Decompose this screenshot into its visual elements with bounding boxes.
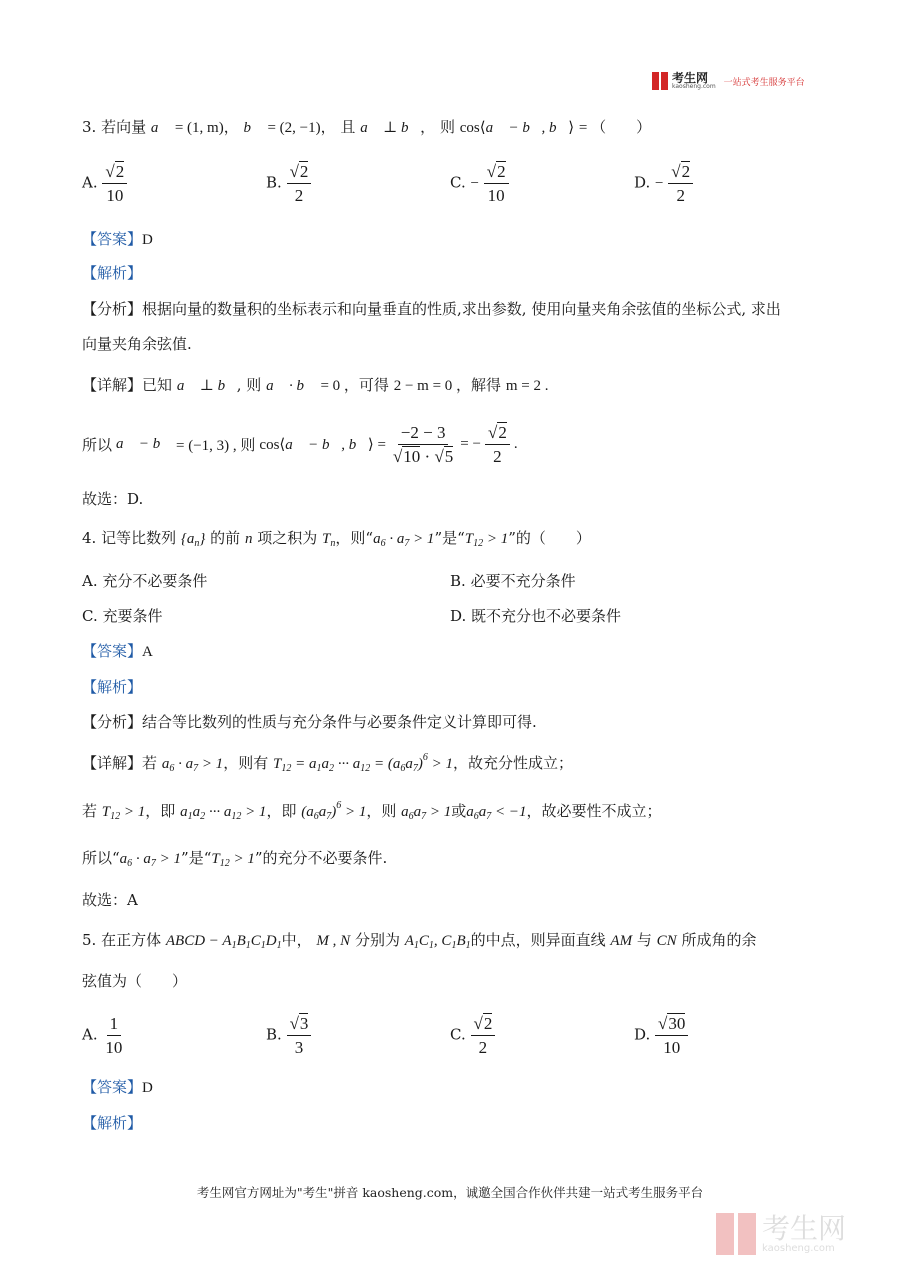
q5-option-d-fraction: $\frac{√30}{10}$ [655,1015,688,1056]
q4-option-d[interactable]: D. 既不充分也不必要条件 [450,607,622,625]
q5-option-b-fraction: $\frac{√3}{3}$ [287,1015,312,1056]
q5-analysis-tag: 【解析】 [82,1114,143,1132]
logo-url: kaosheng.com [672,83,716,90]
q3-result-fraction: $\frac{√2}{2}$ [485,424,510,465]
q5-option-a-fraction: $\frac{1}{10}$ [105,1014,123,1057]
q3-option-c-fraction: $\frac{√2}{10}$ [484,163,509,204]
watermark-logo-icon [716,1213,756,1255]
q4-choose: 故选：A [82,891,138,909]
q3-choose: 故选：D. [82,490,144,508]
q3-option-d[interactable]: D. − $\frac{√2}{2}$ [634,163,693,204]
q3-option-a[interactable]: A. $\frac{√2}{10}$ [82,163,127,204]
q3-answer: 【答案】D [82,230,153,248]
q5-answer: 【答案】D [82,1078,153,1096]
q4-analysis-tag: 【解析】 [82,678,143,696]
q3-option-b[interactable]: B. $\frac{√2}{2}$ [266,163,311,204]
logo-text [672,72,716,90]
logo-slogan: 一站式考生服务平台 [723,77,805,88]
q4-option-a[interactable]: A. 充分不必要条件 [82,572,208,590]
q3-option-c[interactable]: C. − $\frac{√2}{10}$ [450,163,509,204]
logo-name: 考生网 [672,71,709,85]
watermark-url: kaosheng.com [762,1242,835,1254]
header-logo [652,72,805,90]
q3-option-a-fraction: $\frac{√2}{10}$ [102,163,127,204]
q3-fenxi: 【分析】根据向量的数量积的坐标表示和向量垂直的性质,求出参数, 使用向量夹角余弦值的坐标公式, 求出 [82,300,781,318]
q3-option-d-fraction: $\frac{√2}{2}$ [668,163,693,204]
watermark [716,1213,846,1255]
q3-calc: 所以 a⃗ − b⃗ = (−1, 3) , 则 cos⟨a⃗ − b⃗, b⃗⟩ = $\frac{-2 - 3}{√10 \cdot √5}$ = − $\frac{√2}{2}$ . [82,423,518,466]
q3-option-b-fraction: $\frac{√2}{2}$ [287,163,312,204]
q4-stem: 4. 记等比数列 $\{a_n\}$ 的前 n 项之积为 $T_n$，则“$a_6 \cdot a_7 > 1$”是“$T_{12} > 1$”的（ ） [82,529,591,549]
q5-stem-cont: 弦值为（ ） [82,972,188,990]
q3-stem: 3. 若向量 a⃗ = (1, m)， b⃗ = (2, −1)， 且 a⃗ ⊥ b⃗， 则 cos⟨a⃗ − b⃗, b⃗⟩ = （ ） [82,118,652,136]
footer-text: 考生网官方网址为"考生"拼音 kaosheng.com，诚邀全国合作伙伴共建一站式考生服务平台 [196,1185,704,1200]
q5-option-c[interactable]: C. $\frac{√2}{2}$ [450,1015,495,1056]
logo-icon [652,72,668,90]
q5-stem: 5. 在正方体 ABCD − $A_1B_1C_1D_1$中， M , N 分别为 $A_1C_1$, $C_1B_1$的中点，则异面直线 AM 与 CN 所成角的余 [82,931,757,951]
q3-detail: 【详解】已知 a⃗ ⊥ b⃗, 则 a⃗ · b⃗ = 0 ，可得 2 − m = 0 ，解得 m = 2 . [82,376,549,394]
q3-number: 3. [82,118,97,136]
q3-analysis-tag: 【解析】 [82,264,143,282]
q4-detail-2: 若 $T_{12} > 1$，即 $a_1a_2$ ··· $a_{12} > 1$，即 $(a_6a_7)^6 > 1$，则 $a_6a_7 > 1$或$a_6a_7 < -1$，故必要性不成立； [82,800,662,822]
q5-option-c-fraction: $\frac{√2}{2}$ [471,1015,496,1056]
q5-option-d[interactable]: D. $\frac{√30}{10}$ [634,1015,688,1056]
q4-detail: 【详解】若 $a_6 \cdot a_7 > 1$，则有 $T_{12} = a_1a_2$ ··· $a_{12} = (a_6a_7)^6 > 1$，故充分性成立； [82,752,573,774]
q5-number: 5. [82,931,97,949]
q4-answer: 【答案】A [82,642,153,660]
q3-fenxi-cont: 向量夹角余弦值. [82,335,192,353]
q4-detail-3: 所以“$a_6 \cdot a_7 > 1$”是“$T_{12} > 1$”的充分不必要条件. [82,849,388,869]
q4-option-b[interactable]: B. 必要不充分条件 [450,572,576,590]
q4-fenxi: 【分析】结合等比数列的性质与充分条件与必要条件定义计算即可得. [82,713,537,731]
q5-option-b[interactable]: B. $\frac{√3}{3}$ [266,1015,311,1056]
q3-calc-fraction: $\frac{-2 - 3}{√10 \cdot √5}$ [392,423,454,466]
q4-option-c[interactable]: C. 充要条件 [82,607,163,625]
q4-number: 4. [82,529,97,547]
watermark-name: 考生网 [762,1211,847,1245]
q5-option-a[interactable]: A. $\frac{1}{10}$ [82,1015,125,1056]
